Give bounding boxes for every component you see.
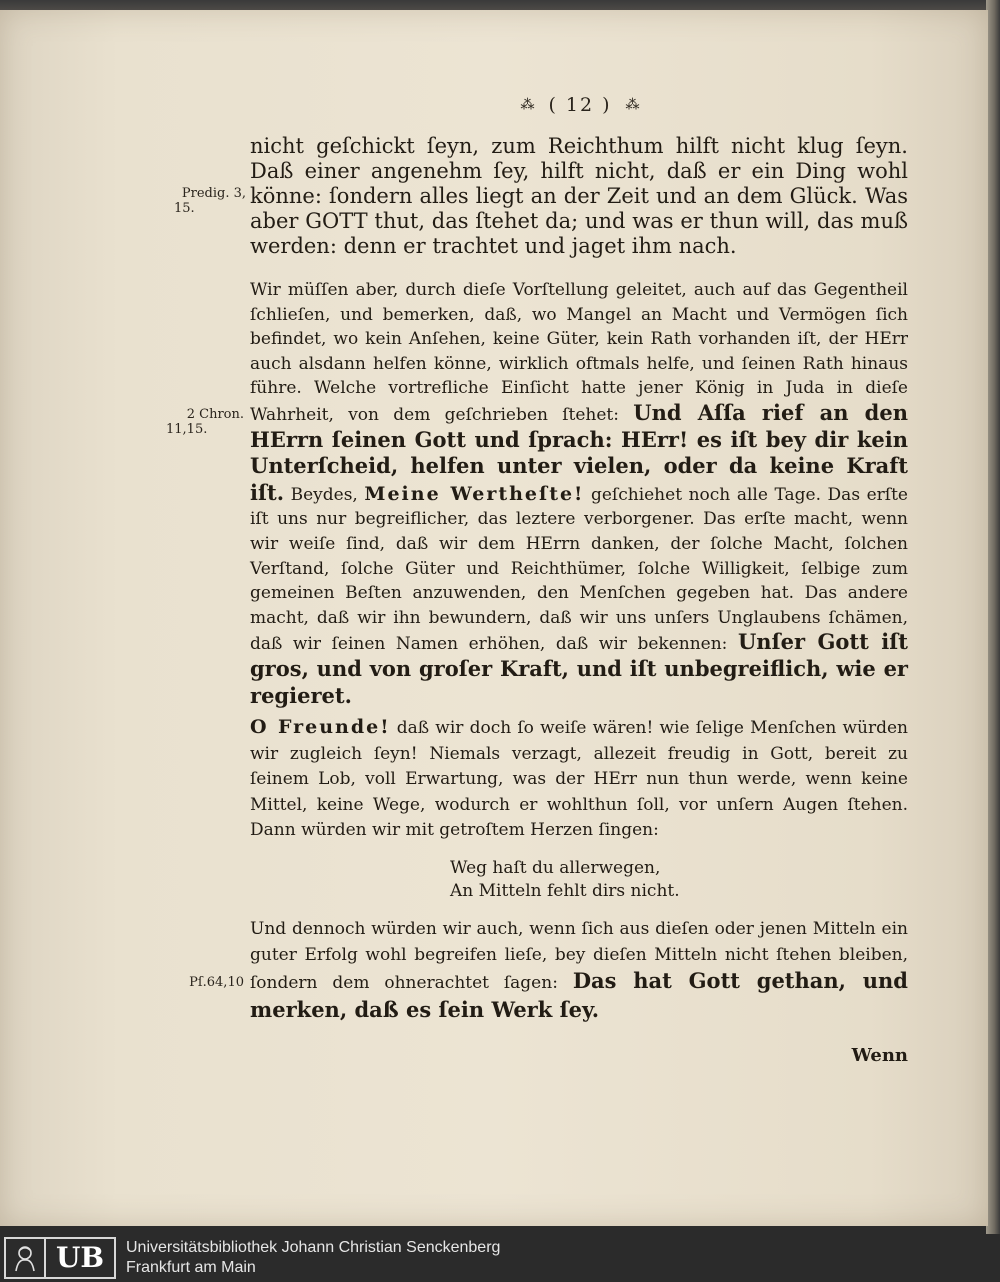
page-number: ( 12 ) bbox=[548, 94, 612, 116]
paragraph-text: Beydes, bbox=[290, 484, 358, 505]
ornament-right-icon: ⁂ bbox=[625, 97, 640, 113]
paragraph-2 bbox=[250, 278, 908, 710]
verse-line: An Mitteln fehlt dirs nicht. bbox=[450, 881, 680, 901]
page-header bbox=[490, 93, 670, 117]
paragraph-text: Wir müſſen aber, durch dieſe Vorſtellung geleitet, auch auf das Gegentheil ſchlieſen, und bemerken, daß, wo Mangel an Macht und Vermögen ſich befindet, wo kein Anſehen, keine Güter, kein Rath vorhanden iſt, der HErr auch alsdann helfen könne, wirklich oftmals helfe, und ſeinen Rath hinaus führe. Welche vortrefliche Einſicht hatte jener König in Juda in dieſe Wahrheit, von dem geſchrieben ſtehet: bbox=[250, 280, 908, 425]
margin-ref: Pſ.64,10 bbox=[189, 975, 244, 990]
verse-line: Weg haſt du allerwegen, bbox=[450, 858, 661, 878]
paragraph-3 bbox=[250, 715, 908, 844]
scripture-quote: Unſer Gott iſt gros, und von groſer Kraft, und iſt unbegreiflich, wie er regieret. bbox=[250, 629, 908, 708]
logo-letters: UB bbox=[44, 1239, 114, 1277]
library-footer bbox=[0, 1234, 1000, 1282]
scan-border-right bbox=[986, 0, 1000, 1234]
margin-note-chron bbox=[160, 407, 244, 437]
ornament-left-icon: ⁂ bbox=[520, 97, 535, 113]
scripture-quote: Und Aſſa rief an den HErrn ſeinen Gott und ſprach: HErr! es iſt bey dir kein Unterſcheid, helfen unter vielen, oder da keine Kraft iſt. bbox=[250, 399, 908, 505]
margin-verse: 11,15. bbox=[166, 422, 208, 437]
library-city: Frankfurt am Main bbox=[126, 1259, 256, 1276]
paragraph-4 bbox=[250, 917, 908, 1025]
library-logo[interactable] bbox=[4, 1237, 116, 1279]
margin-note-predig bbox=[168, 186, 246, 216]
catchword: Wenn bbox=[851, 1045, 908, 1066]
paragraph-text: daß wir doch ſo weiſe wären! wie ſelige Menſchen würden wir zugleich ſeyn! Niemals verzagt, allezeit freudig in Gott, bereit zu ſeinem Lob, voll Erwartung, was der HErr nun thun werde, wenn keine Mittel, keine Wege, wodurch er wohlthun ſoll, vor unſern Augen ſtehen. Dann würden wir mit getroſtem Herzen ſingen: bbox=[250, 718, 908, 840]
hymn-verse bbox=[450, 857, 750, 903]
footer-text bbox=[126, 1238, 500, 1278]
scripture-quote: Das hat Gott gethan, und merken, daß es ſein Werk ſey. bbox=[250, 968, 908, 1022]
margin-verse: 15. bbox=[174, 201, 195, 216]
margin-ref: 2 Chron. bbox=[186, 407, 244, 422]
paragraph-1: nicht geſchickt ſeyn, zum Reichthum hilft nicht klug ſeyn. Daß einer angenehm ſey, hilft nicht, daß er ein Ding wohl könne: ſondern alles liegt an der Zeit und an dem Glück. Was aber GOTT thut, das ſtehet da; und was er thun will, das muß werden: denn er trachtet und jaget ihm nach. bbox=[250, 134, 908, 258]
senckenberg-emblem-icon bbox=[6, 1239, 44, 1277]
paragraph-text: geſchiehet noch alle Tage. Das erſte iſt uns nur begreiflicher, das leztere verborgener. Das erſte macht, wenn wir weiſe ſind, daß wir dem HErrn danken, der ſolche Macht, ſolchen Verſtand, ſolche Güter und Reichthümer, ſolche Willigkeit, ſelbige zum gemeinen Beſten anzuwenden, den Menſchen gegeben hat. Das andere macht, daß wir ihn bewundern, daß wir uns unſers Unglaubens ſchämen, daß wir ſeinen Namen erhöhen, daß wir bekennen: bbox=[250, 484, 908, 655]
margin-ref: Predig. 3, bbox=[181, 186, 246, 201]
library-name: Universitätsbibliothek Johann Christian Senckenberg bbox=[126, 1239, 501, 1256]
address-phrase: Meine Wertheſte! bbox=[364, 482, 585, 505]
address-phrase: O Freunde! bbox=[250, 716, 391, 738]
margin-note-psalm bbox=[158, 975, 244, 990]
paragraph-text: Und dennoch würden wir auch, wenn ſich aus dieſen oder jenen Mitteln ein guter Erfolg wohl begreifen lieſe, bey dieſen Mitteln nicht ſtehen bleiben, ſondern dem ohnerachtet ſagen: bbox=[250, 919, 908, 993]
